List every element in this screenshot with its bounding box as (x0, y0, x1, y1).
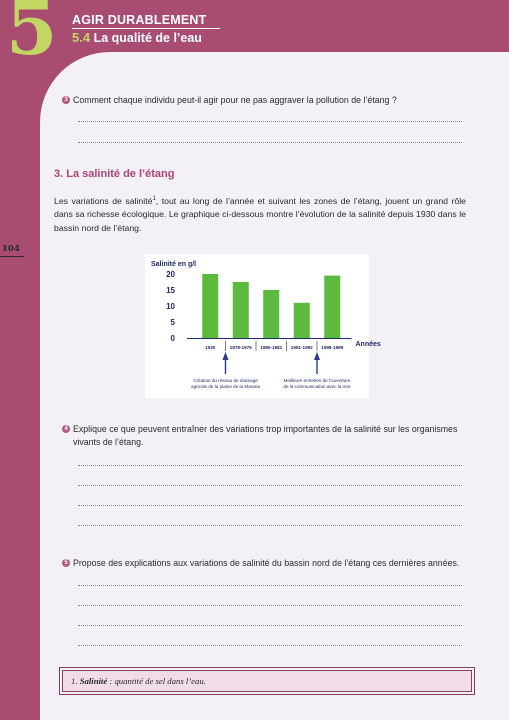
answer-line[interactable] (78, 605, 462, 606)
footnote-ref: 1 (152, 196, 156, 202)
answer-line[interactable] (78, 625, 462, 626)
y-tick-label: 0 (170, 334, 175, 343)
chapter-title: AGIR DURABLEMENT (72, 13, 207, 27)
x-tick-label: 1998-1999 (321, 345, 344, 350)
question-3-text: Comment chaque individu peut-il agir pour ne pas aggraver la pollution de l’étang ? (73, 95, 397, 105)
answer-line[interactable] (78, 465, 462, 466)
footnote-definition: : quantité de sel dans l’eau. (107, 676, 206, 686)
footnote-number: 1. (71, 676, 78, 686)
question-4-text: Explique ce que peuvent entraîner des variations trop importantes de la salinité sur les organismes vivants de l’étang. (73, 424, 458, 447)
y-tick-label: 15 (166, 286, 175, 295)
annotation-line-1: Création du réseau de drainage (193, 378, 258, 383)
paragraph-start: Les variations de salinité (54, 195, 153, 206)
answer-line[interactable] (78, 585, 462, 586)
y-tick-label: 20 (166, 270, 175, 279)
header-divider (72, 28, 220, 29)
answer-line[interactable] (78, 121, 462, 122)
answer-line[interactable] (78, 645, 462, 646)
annotation-arrow-head (314, 352, 320, 360)
answer-line[interactable] (78, 525, 462, 526)
paragraph-rest: , tout au long de l’année et suivant les zones de l’étang, jouent un grand rôle dans sa richesse écologique. Le graphique ci-dessous montre l’évolution de la salinité depuis 1930 dans le bassin nord de l’étang. (54, 195, 466, 233)
footnote-text (71, 676, 206, 686)
salinity-chart (145, 254, 381, 398)
bar (263, 290, 279, 338)
x-tick-label: 1930 (205, 345, 216, 350)
bar (294, 303, 310, 338)
x-tick-label: 1978-1979 (229, 345, 252, 350)
annotation-arrow-head (223, 352, 229, 360)
bar (324, 276, 340, 338)
section-paragraph (54, 193, 466, 235)
question-5-marker: 5 (62, 559, 70, 567)
answer-line[interactable] (78, 505, 462, 506)
x-tick-label: 1991-1992 (290, 345, 313, 350)
page-number: 104 (2, 244, 20, 254)
y-tick-label: 5 (170, 318, 175, 327)
question-4 (62, 423, 482, 449)
section-subtitle (72, 30, 202, 45)
y-axis-label: Salinité en g/l (151, 261, 197, 268)
bar (233, 282, 249, 338)
x-axis-label: Années (355, 341, 381, 348)
y-tick-label: 10 (166, 302, 175, 311)
annotation-line-1: Meilleure entretien de l’ouverture (283, 378, 351, 383)
question-5-text: Propose des explications aux variations de salinité du bassin nord de l’étang ces dernières années. (73, 558, 460, 568)
question-4-marker: 4 (62, 425, 70, 433)
footnote-term: Salinité (79, 676, 108, 686)
chapter-number: 5 (6, 0, 58, 72)
section-title: 3. La salinité de l’étang (54, 168, 175, 180)
annotation-line-2: agricole de la plaine de la Marana (191, 384, 260, 389)
annotation-line-2: de la communication avec la mer (283, 384, 351, 389)
question-3 (62, 94, 482, 107)
answer-line[interactable] (78, 142, 462, 143)
page-number-rule (0, 256, 24, 257)
bar (202, 274, 218, 338)
salinity-chart-svg (145, 254, 381, 398)
question-5 (62, 557, 482, 570)
subtitle-number: 5.4 (72, 30, 91, 45)
footnote-box (62, 670, 472, 692)
x-tick-label: 1980-1981 (260, 345, 283, 350)
answer-line[interactable] (78, 485, 462, 486)
subtitle-text: La qualité de l’eau (93, 31, 202, 45)
question-3-marker: 3 (62, 96, 70, 104)
